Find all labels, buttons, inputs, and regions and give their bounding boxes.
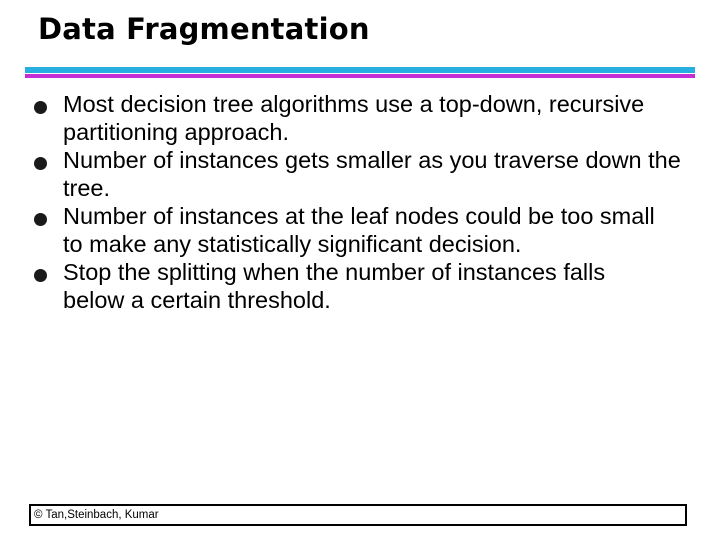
copyright-footer: © Tan,Steinbach, Kumar: [34, 509, 159, 521]
bullet-item: [0, 258, 661, 314]
slide-title: Data Fragmentation: [38, 12, 370, 46]
bullet-dot-icon: [34, 213, 47, 226]
bullet-dot-icon: [34, 101, 47, 114]
title-underline-cyan: [25, 67, 695, 73]
bullet-text: Number of instances at the leaf nodes could be too small to make any statistically significant decision.: [63, 203, 655, 257]
bullet-list: [0, 90, 720, 314]
bullet-text: Number of instances gets smaller as you traverse down the tree.: [63, 147, 681, 201]
bullet-dot-icon: [34, 157, 47, 170]
bullet-item: [0, 90, 645, 146]
bullet-text: Most decision tree algorithms use a top-down, recursive partitioning approach.: [63, 91, 645, 145]
bullet-item: [0, 202, 661, 258]
bullet-item: [0, 146, 711, 202]
title-underline-magenta: [25, 74, 695, 78]
bullet-text: Stop the splitting when the number of instances falls below a certain threshold.: [63, 259, 606, 313]
bullet-dot-icon: [34, 269, 47, 282]
footer-box: [29, 504, 687, 526]
